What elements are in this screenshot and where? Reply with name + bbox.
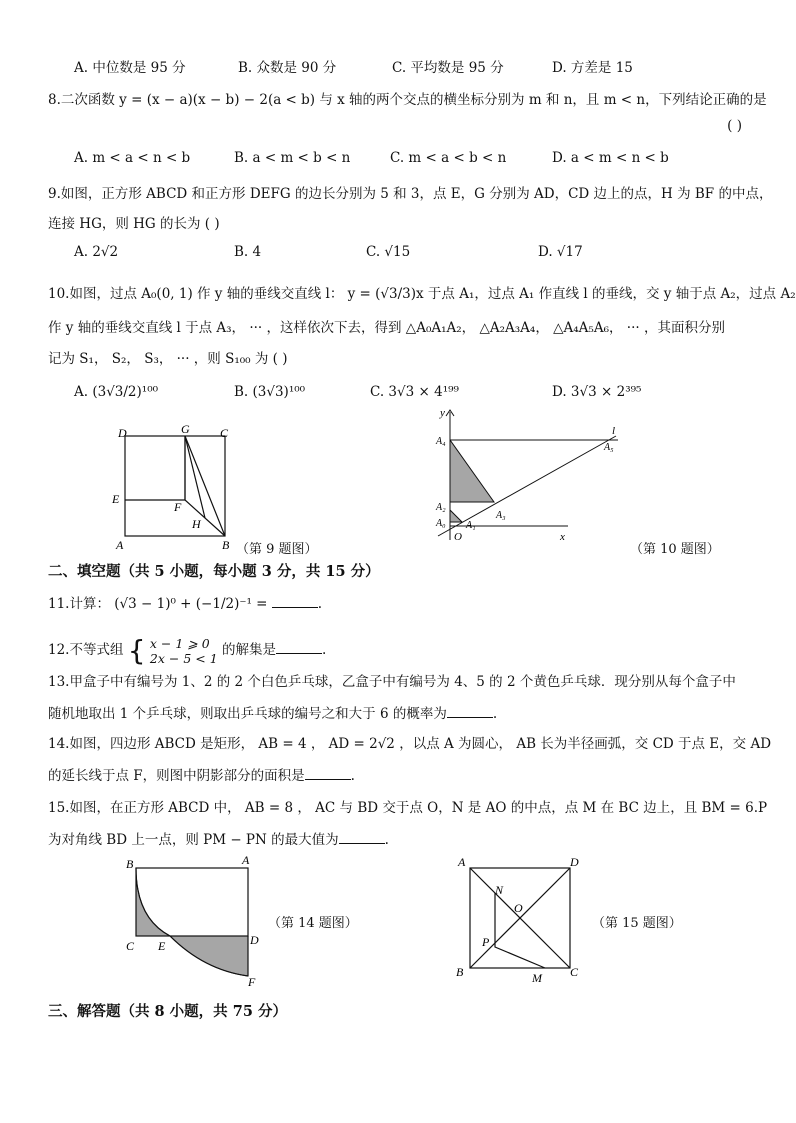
fig14-label-f: F	[248, 975, 256, 989]
fig9-label-e: E	[112, 492, 120, 506]
q7-option-d: D. 方差是 15	[552, 60, 633, 76]
q10-option-a: A. (3√3/2)¹⁰⁰	[74, 384, 159, 400]
q9-line-1: 9.如图，正方形 ABCD 和正方形 DEFG 的边长分别为 5 和 3，点 E，G 分别为 AD，CD 边上的点，H 为 BF 的中点，	[48, 186, 773, 202]
section-3-heading: 三、解答题（共 8 小题，共 75 分）	[48, 1003, 287, 1020]
q13-line-2: 随机地取出 1 个乒乓球，则取出乒乓球的编号之和大于 6 的概率为	[48, 706, 447, 722]
fig10-label-a0: A₀	[436, 518, 446, 529]
fig14-label-b: B	[126, 857, 134, 871]
fig15-label-p: P	[482, 935, 490, 949]
fig9-label-d: D	[118, 426, 127, 440]
q15-answer-blank	[339, 831, 385, 844]
q9-option-d: D. √17	[538, 244, 583, 260]
q13-answer-blank	[447, 705, 493, 718]
q10-line-3: 记为 S₁， S₂， S₃， ··· ，则 S₁₀₀ 为 ( )	[48, 351, 288, 367]
q14-line-2-wrap	[48, 764, 355, 784]
fig10-label-y: y	[440, 407, 445, 419]
fig10-caption: （第 10 题图）	[630, 542, 720, 557]
q9-option-b: B. 4	[234, 244, 262, 260]
fig15-label-n: N	[495, 883, 504, 897]
fig15-label-c: C	[570, 965, 579, 979]
fig15-label-m: M	[532, 971, 542, 985]
fig10-label-o: O	[454, 531, 462, 543]
fig14-caption: （第 14 题图）	[268, 916, 358, 931]
q7-option-c: C. 平均数是 95 分	[392, 60, 504, 76]
section-2-heading: 二、填空题（共 5 小题，每小题 3 分，共 15 分）	[48, 563, 380, 580]
q12-tail: 的解集是	[221, 642, 276, 658]
q8-answer-paren: ( )	[727, 118, 742, 134]
q11-end: .	[317, 596, 323, 612]
q13-end: .	[492, 706, 498, 722]
fig9-label-a: A	[116, 538, 124, 552]
fig15-label-b: B	[456, 965, 464, 979]
q12-answer-blank	[276, 641, 322, 654]
q14-answer-blank	[305, 767, 351, 780]
q9-option-a: A. 2√2	[74, 244, 119, 260]
q13-line-2-wrap	[48, 702, 497, 722]
fig9-label-b: B	[222, 538, 230, 552]
q10-line-1: 10.如图，过点 A₀(0, 1) 作 y 轴的垂线交直线 l： y = (√3/3)x 于点 A₁，过点 A₁ 作直线 l 的垂线，交 y 轴于点 A₂，过点 A₂	[48, 286, 796, 302]
q10-option-d: D. 3√3 × 2³⁹⁵	[552, 384, 642, 400]
fig15-caption: （第 15 题图）	[592, 916, 682, 931]
fig9-label-g: G	[181, 422, 190, 436]
q10-option-b: B. (3√3)¹⁰⁰	[234, 384, 306, 400]
q9-line-2: 连接 HG，则 HG 的长为 ( )	[48, 216, 220, 232]
fig15-label-a: A	[458, 855, 466, 869]
figure-14	[118, 852, 268, 992]
q10-option-c: C. 3√3 × 4¹⁹⁹	[370, 384, 459, 400]
q8-option-c: C. m < a < b < n	[390, 150, 507, 166]
fig15-label-d: D	[570, 855, 579, 869]
fig10-label-a1: A₁	[466, 520, 476, 531]
fig15-label-o: O	[514, 901, 523, 915]
fig10-label-a3: A₃	[496, 510, 506, 521]
fig9-label-f: F	[174, 500, 182, 514]
q7-option-a: A. 中位数是 95 分	[74, 60, 186, 76]
q11-answer-blank	[272, 595, 318, 608]
q15-line-2-wrap	[48, 828, 389, 848]
q12-ineq-1: x − 1 ⩾ 0	[149, 635, 210, 651]
figure-15	[452, 852, 592, 986]
fig9-label-h: H	[192, 517, 201, 531]
q8-option-b: B. a < m < b < n	[234, 150, 351, 166]
fig10-label-l: l	[612, 425, 616, 437]
fig14-label-d: D	[250, 933, 259, 947]
q13-line-1: 13.甲盒子中有编号为 1、2 的 2 个白色乒乓球，乙盒子中有编号为 4、5 的 2 个黄色乒乓球．现分别从每个盒子中	[48, 674, 736, 690]
figure-10	[428, 406, 616, 546]
q14-line-1: 14.如图，四边形 ABCD 是矩形， AB = 4 ， AD = 2√2 ，以点 A 为圆心， AB 长为半径画弧，交 CD 于点 E，交 AD	[48, 736, 772, 752]
fig10-label-a4: A₄	[436, 436, 446, 447]
q12	[48, 634, 326, 667]
q15-line-1: 15.如图，在正方形 ABCD 中， AB = 8 ， AC 与 BD 交于点 O，N 是 AO 的中点，点 M 在 BC 边上，且 BM = 6.P	[48, 800, 768, 816]
fig14-label-c: C	[126, 939, 135, 953]
fig10-label-a2: A₂	[436, 502, 446, 513]
q12-brace: {	[127, 634, 146, 667]
fig10-label-a5: A₅	[604, 442, 614, 453]
q12-text: 12.不等式组	[48, 642, 124, 658]
q12-ineq-2: 2x − 5 < 1	[149, 650, 218, 666]
fig14-label-e: E	[158, 939, 166, 953]
q9-option-c: C. √15	[366, 244, 411, 260]
q15-end: .	[384, 832, 389, 848]
q8-option-a: A. m < a < n < b	[74, 150, 191, 166]
q12-system	[150, 636, 218, 666]
q11	[48, 592, 322, 612]
q10-line-2: 作 y 轴的垂线交直线 l 于点 A₃， ··· ，这样依次下去，得到 △A₀A₁A₂， △A₂A₃A₄， △A₄A₅A₆， ··· ，其面积分别	[48, 320, 725, 336]
q8-text: 8.二次函数 y = (x − a)(x − b) − 2(a < b) 与 x 轴的两个交点的横坐标分别为 m 和 n，且 m < n，下列结论正确的是	[48, 92, 767, 108]
q14-end: .	[350, 768, 355, 784]
fig9-label-c: C	[220, 426, 229, 440]
fig14-label-a: A	[242, 853, 250, 867]
q8-option-d: D. a < m < n < b	[552, 150, 669, 166]
fig9-caption: （第 9 题图）	[236, 542, 318, 557]
q12-end: .	[321, 642, 327, 658]
q7-option-b: B. 众数是 90 分	[238, 60, 337, 76]
fig10-label-x: x	[560, 531, 565, 543]
q14-line-2: 的延长线于点 F，则图中阴影部分的面积是	[48, 768, 305, 784]
figure-9	[110, 420, 240, 552]
q11-text: 11.计算： (√3 − 1)⁰ + (−1/2)⁻¹ =	[48, 596, 268, 612]
q15-line-2: 为对角线 BD 上一点，则 PM − PN 的最大值为	[48, 832, 339, 848]
